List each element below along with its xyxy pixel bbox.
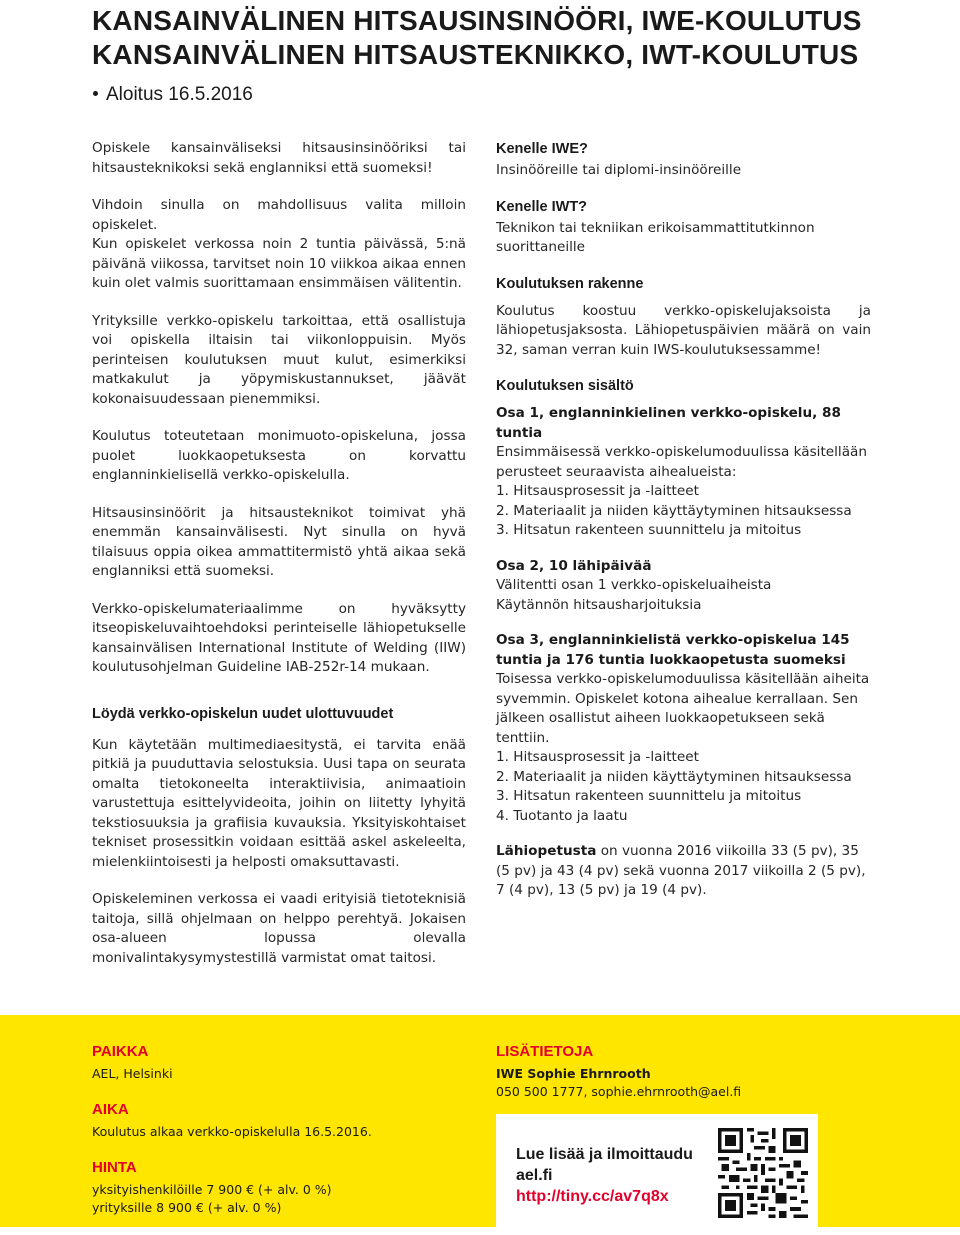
structure-text: Koulutus koostuu verkko-opiskelujaksoista ja lähiopetusjaksosta. Lähiopetuspäivien määrä on vain 32, saman verran kuin IWS-koulutuksessamme! bbox=[496, 302, 871, 358]
price-heading: HINTA bbox=[92, 1159, 137, 1176]
start-date-text: Aloitus 16.5.2016 bbox=[106, 84, 253, 105]
price-private: yksityishenkilöille 7 900 € (+ alv. 0 %) bbox=[92, 1182, 332, 1197]
list-item: 4. Tuotanto ja laatu bbox=[496, 807, 628, 824]
time-value: Koulutus alkaa verkko-opiskelulla 16.5.2016. bbox=[92, 1124, 372, 1139]
list-item: 3. Hitsatun rakenteen suunnittelu ja mitoitus bbox=[496, 788, 802, 804]
multimedia-paragraph: Kun käytetään multimediaesitystä, ei tarvita enää pitkiä ja puuduttavia selostuksia. Uusi tapa on seurata omalta tietokoneelta interaktiivisia, animaatioin varustettuja esittelyvideoita, joihin on liitetty lyhyitä tekstiosuuksia ja grafiisia kuvauksia. Yksityiskohtaiset tekniset prosessitkin voidaan esittää askel askeleelta, mielenkiintoisesti ja helposti omaksuttavasti. bbox=[92, 736, 466, 870]
iwe-heading: Kenelle IWE? bbox=[496, 141, 588, 157]
skills-paragraph: Opiskeleminen verkossa ei vaadi erityisiä tietoteknisiä taitoja, sillä ohjelmaan on helppo perehtyä. Jokaisen osa-alueen lopussa olevalla monivalintakysymystestillä varmistat omat taitosi. bbox=[92, 891, 466, 966]
part-3-list bbox=[496, 748, 871, 826]
place-section bbox=[92, 1043, 452, 1083]
part-1 bbox=[496, 404, 871, 541]
signup-text bbox=[516, 1144, 693, 1207]
title-line-1: KANSAINVÄLINEN HITSAUSINSINÖÖRI, IWE-KOULUTUS bbox=[92, 5, 862, 36]
section-heading: Löydä verkko-opiskelun uudet ulottuvuudet bbox=[92, 705, 394, 722]
approval-paragraph: Verkko-opiskelumateriaalimme on hyväksytty itseopiskeluvaihtoehdoksi perinteiselle lähiopetukselle kansainvälisen International Institute of Welding (IIW) koulutusohjelman Guideline IAB-252r-14 mukaan. bbox=[92, 600, 466, 675]
iwt-section bbox=[496, 197, 871, 258]
title-line-2: KANSAINVÄLINEN HITSAUSTEKNIKKO, IWT-KOULUTUS bbox=[92, 39, 859, 70]
place-value: AEL, Helsinki bbox=[92, 1066, 173, 1081]
part-3-title: Osa 3, englanninkielistä verkko-opiskelua 145 tuntia ja 176 tuntia luokkaopetusta suomeksi bbox=[496, 632, 850, 668]
right-column bbox=[496, 139, 871, 901]
list-item: 2. Materiaalit ja niiden käyttäytyminen hitsauksessa bbox=[496, 502, 852, 519]
part-2-list bbox=[496, 576, 871, 615]
iwt-heading: Kenelle IWT? bbox=[496, 198, 588, 215]
intro-paragraph: Opiskele kansainväliseksi hitsausinsinööriksi tai hitsausteknikoksi sekä englanniksi että suomeksi! bbox=[92, 140, 466, 176]
list-item: 1. Hitsausprosessit ja -laitteet bbox=[496, 483, 699, 499]
info-contact[interactable]: 050 500 1777, sophie.ehrnrooth@ael.fi bbox=[496, 1084, 742, 1099]
list-item: 2. Materiaalit ja niiden käyttäytyminen hitsauksessa bbox=[496, 768, 852, 785]
part-2 bbox=[496, 557, 871, 616]
content-heading: Koulutuksen sisältö bbox=[496, 378, 634, 394]
qr-code-icon[interactable] bbox=[718, 1128, 808, 1218]
part-3-intro: Toisessa verkko-opiskelumoduulissa käsitellään aiheita syvemmin. Opiskelet kotona aihealue kerrallaan. Sen jälkeen osallistut aiheen luokkaopetukseen sekä tenttiin. bbox=[496, 671, 870, 746]
page-title bbox=[92, 4, 862, 72]
list-item: Välitentti osan 1 verkko-opiskeluaiheista bbox=[496, 577, 772, 593]
time-heading: AIKA bbox=[92, 1101, 129, 1118]
footer-left bbox=[92, 1043, 452, 1235]
list-item: 1. Hitsausprosessit ja -laitteet bbox=[496, 749, 699, 765]
bullet-icon bbox=[93, 91, 98, 96]
flexibility-body: Kun opiskelet verkossa noin 2 tuntia päivässä, 5:nä päivänä viikossa, tarvitset noin 10 viikkoa aikaa ennen kuin olet valmis suorittamaan ensimmäisen välitentin. bbox=[92, 236, 466, 291]
structure-heading: Koulutuksen rakenne bbox=[496, 275, 644, 292]
website-link[interactable]: ael.fi bbox=[516, 1167, 553, 1184]
part-1-title: Osa 1, englanninkielinen verkko-opiskelu, 88 tuntia bbox=[496, 405, 841, 441]
format-paragraph: Koulutus toteutetaan monimuoto-opiskeluna, jossa puolet luokkaopetuksesta on korvattu englanninkielisellä verkko-opiskelulla. bbox=[92, 428, 466, 483]
list-item: Käytännön hitsausharjoituksia bbox=[496, 596, 702, 613]
list-item: 3. Hitsatun rakenteen suunnittelu ja mitoitus bbox=[496, 522, 802, 538]
price-section bbox=[92, 1159, 452, 1217]
iwe-section bbox=[496, 139, 871, 181]
contact-days bbox=[496, 842, 871, 901]
place-heading: PAIKKA bbox=[92, 1043, 149, 1060]
part-2-title: Osa 2, 10 lähipäivää bbox=[496, 557, 652, 574]
start-date bbox=[92, 84, 253, 106]
part-1-list bbox=[496, 482, 871, 541]
contact-days-label: Lähiopetusta bbox=[496, 843, 597, 859]
short-link[interactable]: http://tiny.cc/av7q8x bbox=[516, 1188, 669, 1205]
info-heading: LISÄTIETOJA bbox=[496, 1043, 594, 1060]
company-paragraph: Yrityksille verkko-opiskelu tarkoittaa, että osallistuja voi opiskella iltaisin tai viikonloppuisin. Myös perinteisen koulutuksen muut kulut, esimerkiksi matkakulut ja yöpymiskustannukset, jäävät kokonaisuudessaan pienemmiksi. bbox=[92, 312, 466, 407]
iwe-text: Insinööreille tai diplomi-insinööreille bbox=[496, 162, 742, 178]
part-1-intro: Ensimmäisessä verkko-opiskelumoduulissa käsitellään perusteet seuraavista aihealueista: bbox=[496, 444, 867, 480]
price-company: yrityksille 8 900 € (+ alv. 0 %) bbox=[92, 1200, 282, 1215]
left-column bbox=[92, 139, 466, 986]
international-paragraph: Hitsausinsinöörit ja hitsausteknikot toimivat yhä enemmän kansainvälisesti. Nyt sinulla on hyvä tilaisuus oppia oikea ammattitermistö yhtä aikaa sekä englanniksi että suomeksi. bbox=[92, 504, 466, 579]
iwt-text: Teknikon tai tekniikan erikoisammattitutkinnon suorittaneille bbox=[496, 219, 815, 255]
flexibility-lead: Vihdoin sinulla on mahdollisuus valita milloin opiskelet. bbox=[92, 197, 466, 233]
signup-box bbox=[496, 1114, 818, 1227]
time-section bbox=[92, 1101, 452, 1141]
footer-right bbox=[496, 1043, 876, 1101]
signup-line: Lue lisää ja ilmoittaudu bbox=[516, 1146, 693, 1163]
contact-days-text: on vuonna 2016 viikoilla 33 (5 pv), 35 (5 pv) ja 43 (4 pv) sekä vuonna 2017 viikoilla 2 (5 pv), 7 (4 pv), 13 (5 pv) ja 19 (4 pv). bbox=[496, 843, 866, 898]
info-name: IWE Sophie Ehrnrooth bbox=[496, 1066, 651, 1081]
part-3 bbox=[496, 631, 871, 826]
structure-section bbox=[496, 274, 871, 361]
flexibility-paragraph bbox=[92, 196, 466, 294]
